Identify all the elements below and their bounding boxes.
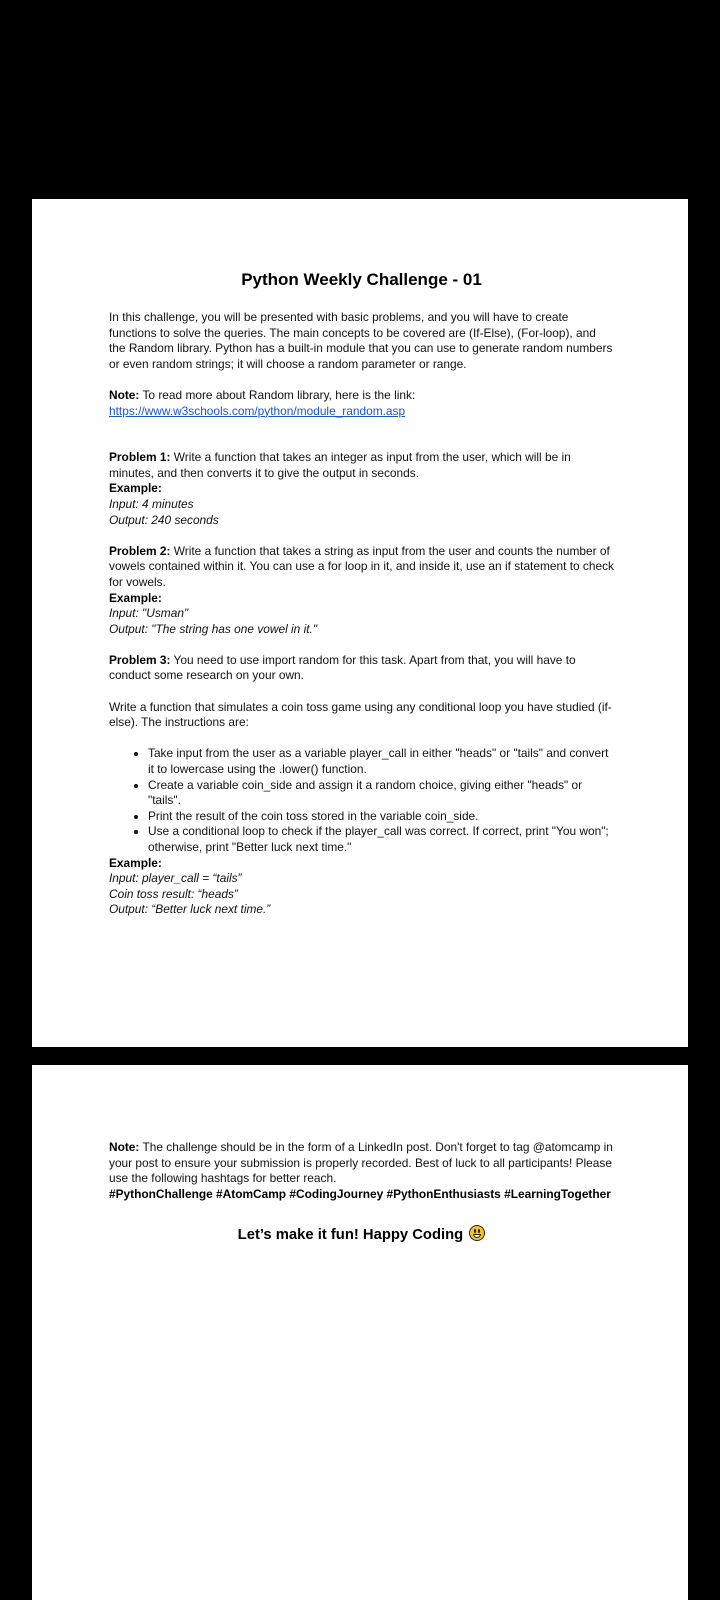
problem-3-label: Problem 3: <box>109 652 171 667</box>
random-module-link[interactable]: https://www.w3schools.com/python/module_random.asp <box>109 403 406 418</box>
problem-3-coin-result: Coin toss result: “heads” <box>109 886 238 901</box>
closing-line: Let’s make it fun! Happy Coding <box>109 1225 614 1244</box>
note-label: Note: <box>109 1140 140 1154</box>
list-item: • Print the result of the coin toss stored in the variable coin_side. <box>148 809 614 825</box>
document-page-1 <box>32 199 688 1047</box>
problem-2-example-label: Example: <box>109 590 162 605</box>
problem-2-label: Problem 2: <box>109 543 171 558</box>
list-item: • Create a variable coin_side and assign it a random choice, giving either "heads" or "tails". <box>148 778 614 809</box>
list-item: • Use a conditional loop to check if the player_call was correct. If correct, print "You won"; otherwise, print "Better luck next time." <box>148 824 614 855</box>
problem-2-input: Input: "Usman" <box>109 606 189 621</box>
list-item: • Take input from the user as a variable player_call in either "heads" or "tails" and convert it to lowercase using the .lower() function. <box>148 746 614 777</box>
note-label: Note: <box>109 387 140 402</box>
document-title: Python Weekly Challenge - 01 <box>241 270 482 289</box>
page-2-content <box>109 1140 614 1244</box>
problem-1-output: Output: 240 seconds <box>109 512 219 527</box>
problem-2-description: Problem 2: Write a function that takes a string as input from the user and counts the number of vowels contained within it. You can use a for loop in it, and inside it, use an if statement to check for vowels. <box>109 543 614 589</box>
problem-3-description: Problem 3: You need to use import random for this task. Apart from that, you will have to conduct some research on your own. <box>109 652 576 683</box>
page-1-content <box>109 270 614 918</box>
grinning-face-icon <box>469 1225 485 1241</box>
document-page-2 <box>32 1065 688 1600</box>
problem-3-example-label: Example: <box>109 855 162 870</box>
note-text: To read more about Random library, here is the link: <box>139 387 416 402</box>
hashtags: #PythonChallenge #AtomCamp #CodingJourney #PythonEnthusiasts #LearningTogether <box>109 1186 611 1201</box>
intro-paragraph: In this challenge, you will be presented with basic problems, and you will have to create functions to solve the queries. The main concepts to be covered are (If-Else), (For-loop), and the Random library. Python has a built-in module that you can use to generate random numbers or even random strings; it will choose a random parameter or range. <box>109 310 613 371</box>
random-library-note <box>109 388 614 404</box>
problem-3-output: Output: “Better luck next time.” <box>109 902 271 917</box>
problem-3-instructions-intro: Write a function that simulates a coin toss game using any conditional loop you have studied (if-else). The instructions are: <box>109 699 612 730</box>
problem-3-input: Input: player_call = “tails” <box>109 871 242 886</box>
problem-1-label: Problem 1: <box>109 450 171 465</box>
problem-1-description: Problem 1: Write a function that takes an integer as input from the user, which will be in minutes, and then converts it to give the output in seconds. <box>109 450 571 480</box>
submission-note: Note: The challenge should be in the form of a LinkedIn post. Don't forget to tag @atomcamp in your post to ensure your submission is properly recorded. Best of luck to all participants! Please use the following hashtags for better reach. <box>109 1140 613 1186</box>
problem-1-input: Input: 4 minutes <box>109 496 194 511</box>
problem-2-output: Output: "The string has one vowel in it." <box>109 621 318 636</box>
problem-3-instructions-list <box>109 746 614 855</box>
problem-1-example-label: Example: <box>109 481 162 496</box>
